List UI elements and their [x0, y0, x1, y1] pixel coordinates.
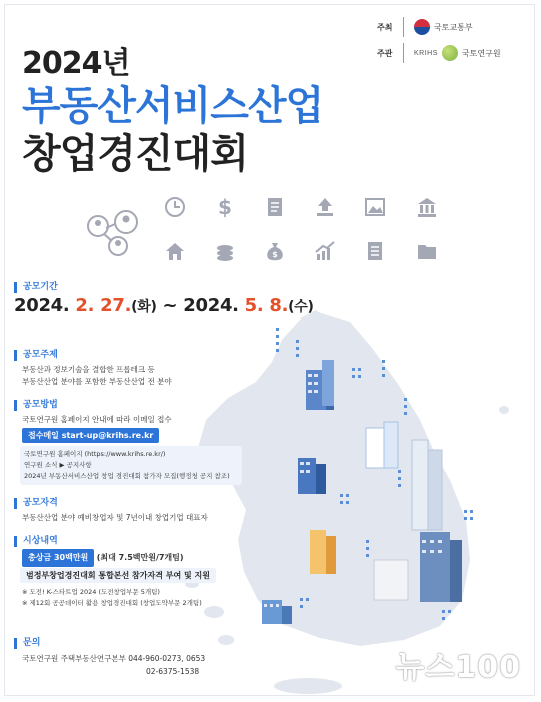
end-date: 5. 8.: [244, 295, 289, 316]
title-main: 부동산서비스산업: [22, 83, 324, 129]
icon-grid: [0, 0, 541, 270]
prize-detail: (최대 7.5백만원/7개팀): [96, 553, 184, 562]
contact-label: 문의: [14, 638, 40, 649]
theme-line2: 부동산산업 분야를 포함한 부동산산업 전 분야: [22, 377, 172, 386]
benefit-badge: 범정부창업경진대회 통합본선 참가자격 부여 및 지원: [20, 568, 216, 583]
organizer-label: 주관: [377, 48, 393, 58]
homepage-info-box: [20, 446, 242, 485]
end-year: 2024.: [183, 295, 239, 316]
folder-icon: [416, 240, 438, 262]
svg-text:$: $: [272, 250, 278, 259]
eligibility-line1: 부동산산업 분야 예비창업자 및 7년이내 창업기업 대표자: [22, 513, 208, 522]
bank-icon: [416, 196, 438, 218]
document-icon: [264, 196, 286, 218]
news-watermark: 뉴스100: [395, 650, 521, 685]
start-year: 2024.: [14, 295, 70, 316]
title-year: 2024년: [22, 46, 130, 81]
contact-line1: 국토연구원 주택부동산연구본부 044-960-0273, 0653: [22, 654, 206, 663]
growth-chart-icon: [314, 240, 336, 262]
email-badge: 접수메일 start-up@krihs.re.kr: [22, 428, 159, 443]
coins-icon: [214, 240, 236, 262]
upload-icon: [314, 196, 336, 218]
image-icon: [364, 196, 386, 218]
theme-label: 공모주제: [14, 350, 58, 361]
start-date: 2. 27.: [75, 295, 132, 316]
eligibility-label: 공모자격: [14, 498, 58, 509]
host-label: 주최: [377, 22, 393, 32]
homepage-url: 국토연구원 홈페이지 (https://www.krihs.re.kr/): [24, 450, 166, 458]
title-sub: 창업경진대회: [22, 131, 248, 177]
prize-row: [22, 549, 184, 567]
method-label: 공모방법: [14, 400, 58, 411]
homepage-notice: 2024년 부동산서비스산업 창업 경진대회 참가자 모집(행정청 공지 참조): [24, 472, 230, 480]
period-label: 공모기간: [14, 282, 58, 293]
organizer-name: 국토연구원: [461, 48, 501, 58]
clock-icon: [164, 196, 186, 218]
money-bag-icon: [264, 240, 286, 262]
prize-badge: 총상금 30백만원: [22, 549, 94, 567]
krihs-logo-text: KRIHS: [414, 49, 438, 57]
host-name: 국토교통부: [434, 22, 473, 32]
method-line1: 국토연구원 홈페이지 안내에 따라 이메일 접수: [22, 415, 172, 424]
award-note-1: ※ 도전! K-스타트업 2024 (도전창업부문 5개팀): [22, 588, 160, 596]
awards-label: 시상내역: [14, 536, 58, 547]
dollar-icon: $: [218, 195, 232, 219]
people-network-icon: [84, 208, 144, 258]
award-note-2: ※ 제12회 공공데이터 활용 창업경진대회 (창업도약부문 2개팀): [22, 599, 202, 607]
start-weekday: (화): [131, 299, 157, 315]
report-icon: [364, 240, 386, 262]
theme-line1: 부동산과 정보기술을 결합한 프롭테크 등: [22, 365, 155, 374]
date-separator: ~: [156, 295, 184, 316]
period-dates: [14, 295, 314, 316]
house-icon: [164, 240, 186, 262]
homepage-path: 연구원 소식 ▶ 공지사항: [24, 461, 92, 469]
end-weekday: (수): [288, 299, 314, 315]
contact-line2: 02-6375-1538: [146, 667, 200, 676]
